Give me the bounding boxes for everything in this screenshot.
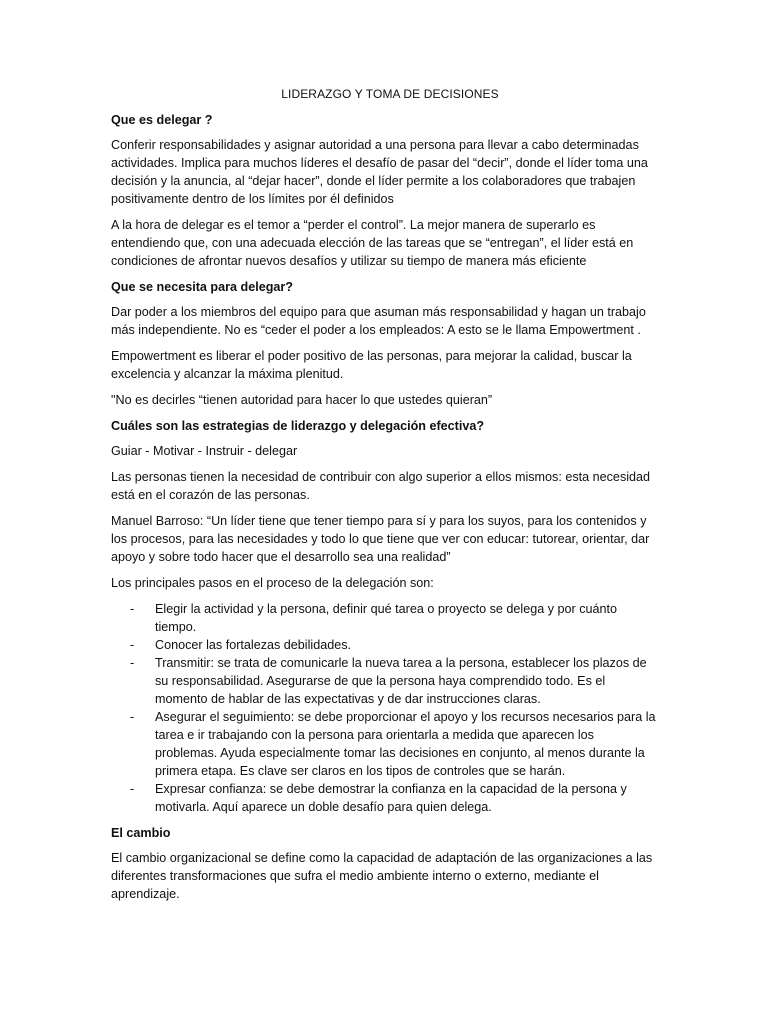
list-item-text: Transmitir: se trata de comunicarle la nueva tarea a la persona, establecer los plazos de su responsabilidad. Asegurarse de que la persona haya comprendido todo. Es el momento de hablar de las expectativas y de dar instrucciones claras.: [155, 656, 647, 706]
bullet-dash: -: [130, 782, 135, 796]
delegation-steps-list: [111, 600, 659, 816]
paragraph-quote-authority: "No es decirles “tienen autoridad para hacer lo que ustedes quieran”: [111, 393, 493, 407]
list-item: [111, 708, 659, 780]
list-item-text: Elegir la actividad y la persona, definir qué tarea o proyecto se delega y por cuánto tiempo.: [155, 602, 618, 634]
heading-que-es-delegar: Que es delegar ?: [111, 113, 213, 127]
paragraph-empower-team: Dar poder a los miembros del equipo para que asuman más responsabilidad y hagan un trabajo más independiente. No es “ceder el poder a los empleados: A esto se le llama Empowertment .: [111, 305, 646, 337]
list-item: [111, 654, 659, 708]
paragraph-cambio-organizacional: El cambio organizacional se define como la capacidad de adaptación de las organizaciones a las diferentes transformaciones que sufra el medio ambiente interno o externo, mediante el aprendizaje.: [111, 851, 653, 901]
list-item: [111, 636, 659, 654]
bullet-dash: -: [130, 710, 135, 724]
document-title: LIDERAZGO Y TOMA DE DECISIONES: [281, 87, 499, 101]
heading-que-se-necesita: Que se necesita para delegar?: [111, 280, 293, 294]
list-item: [111, 600, 659, 636]
bullet-dash: -: [130, 656, 135, 670]
paragraph-guiar-motivar: Guiar - Motivar - Instruir - delegar: [111, 444, 298, 458]
paragraph-empowertment: Empowertment es liberar el poder positivo de las personas, para mejorar la calidad, buscar la excelencia y alcanzar la máxima plenitud.: [111, 349, 632, 381]
paragraph-pasos-intro: Los principales pasos en el proceso de la delegación son:: [111, 576, 434, 590]
paragraph-manuel-barroso: Manuel Barroso: “Un líder tiene que tener tiempo para sí y para los suyos, para los contenidos y los procesos, para las necesidades y todo lo que tiene que ver con educar: tutorear, orientar, dar apoyo y sobre todo hacer que el desarrollo sea una realidad”: [111, 514, 650, 564]
heading-el-cambio: El cambio: [111, 826, 171, 840]
list-item-text: Asegurar el seguimiento: se debe proporcionar el apoyo y los recursos necesarios para la tarea e ir trabajando con la persona para orientarla a medida que aparecen los problemas. Ayuda especialmente tomar las decisiones en conjunto, al menos durante la primera etapa. Es clave ser claros en los tipos de controles que se harán.: [155, 710, 656, 778]
bullet-dash: -: [130, 638, 135, 652]
list-item-text: Conocer las fortalezas debilidades.: [155, 638, 352, 652]
bullet-dash: -: [130, 602, 135, 616]
document-page: [111, 85, 659, 911]
paragraph-fear-of-control: A la hora de delegar es el temor a “perder el control”. La mejor manera de superarlo es entendiendo que, con una adecuada elección de las tareas que se “entregan”, el líder está en condiciones de afrontar nuevos desafíos y utilizar su tiempo de manera más eficiente: [111, 218, 634, 268]
list-item-text: Expresar confianza: se debe demostrar la confianza en la capacidad de la persona y motivarla. Aquí aparece un doble desafío para quien delega.: [155, 782, 627, 814]
list-item: [111, 780, 659, 816]
paragraph-necesidad: Las personas tienen la necesidad de contribuir con algo superior a ellos mismos: esta necesidad está en el corazón de las personas.: [111, 470, 651, 502]
paragraph-definition: Conferir responsabilidades y asignar autoridad a una persona para llevar a cabo determinadas actividades. Implica para muchos líderes el desafío de pasar del “decir”, donde el líder toma una decisión y la anuncia, al “dejar hacer”, donde el líder permite a los colaboradores que trabajen positivamente dentro de los límites por él definidos: [111, 138, 648, 206]
heading-estrategias: Cuáles son las estrategias de liderazgo y delegación efectiva?: [111, 419, 485, 433]
